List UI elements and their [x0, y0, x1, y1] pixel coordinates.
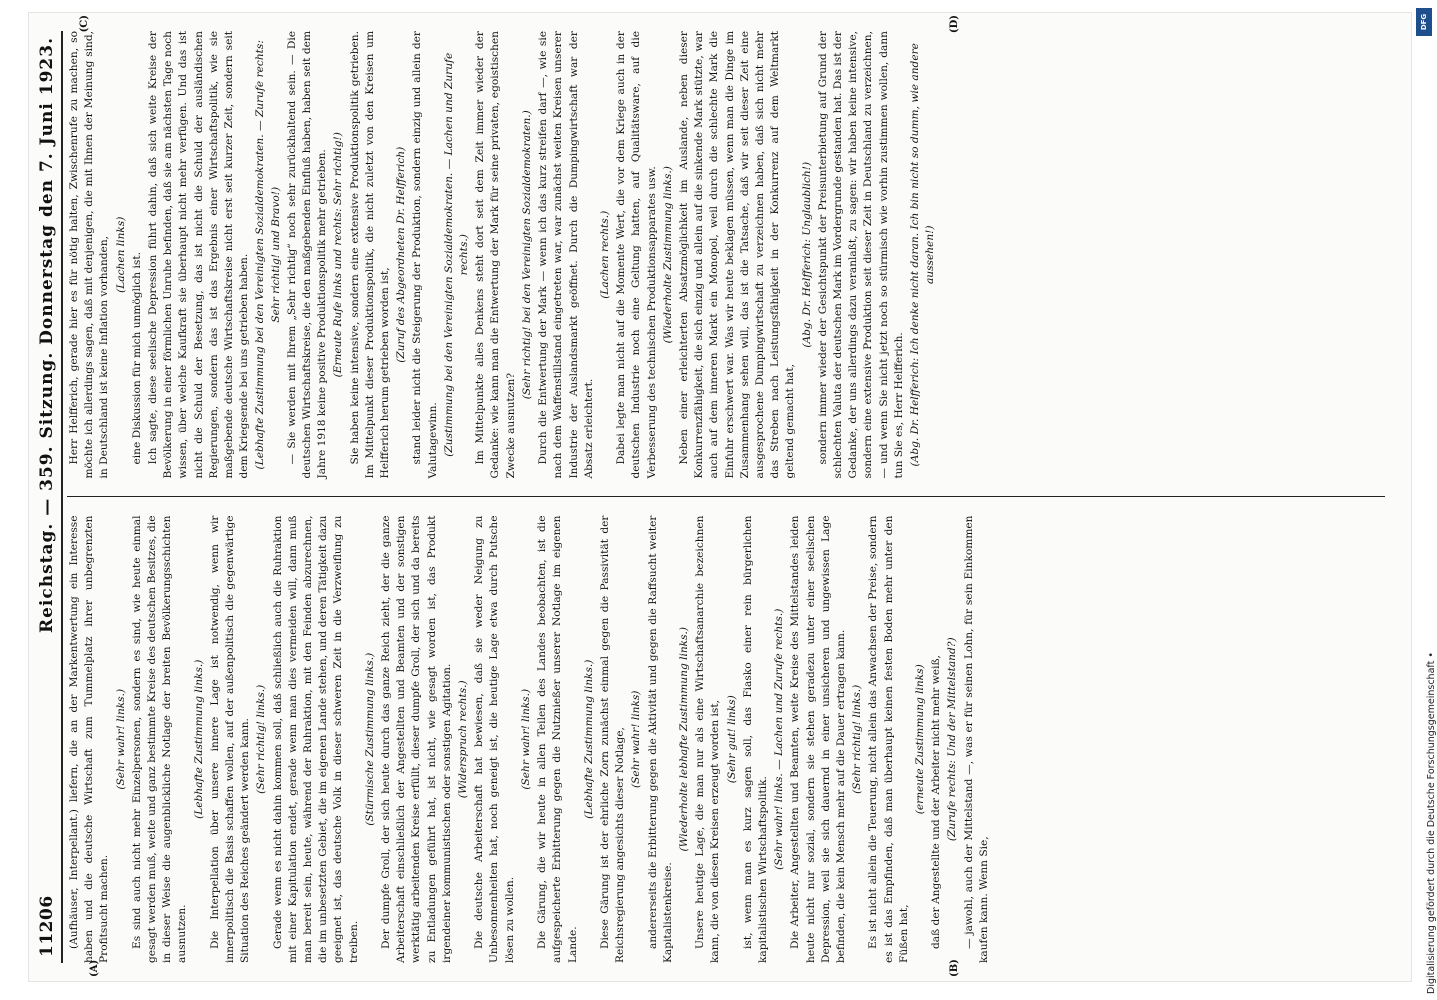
interjection: (Sehr wahr! links.) — [114, 688, 127, 790]
interjection: (Abg. Dr. Helfferich: Unglaublich!) — [800, 161, 813, 348]
paragraph: Sie haben keine intensive, sondern eine extensive Produktionspolitik getrieben. Im Mittelpunkt dieser Produktionspolitik, die nicht zuletzt von den Kreisen um Helfferich herum getrieben worden ist, — [348, 31, 392, 479]
interjection: (Widerspruch rechts.) — [457, 680, 470, 799]
paragraph: Im Mittelpunkte alles Denkens steht dort seit dem Zeit immer wieder der Gedanke: wie kann man die Entwertung der Mark für seine privaten, egoistischen Zwecke ausnutzen? — [474, 31, 517, 479]
rotated-page — [29, 13, 1411, 981]
interjection: (Sehr richtig! bei den Vereinigten Sozialdemokraten.) — [520, 110, 533, 400]
paragraph: Die Arbeiter, Angestellten und Beamten, weite Kreise des Mittelstandes leiden heute nicht nur sozial, sondern sie stehen geradezu unter einer seelischen Depression, weil sie sich dauernd in einer unsicheren und ungewissen Lage befinden, die kein Mensch mehr auf die Dauer ertragen kann. — [789, 515, 847, 963]
interjection: (Zuruf des Abgeordneten Dr. Helfferich) — [395, 146, 408, 363]
margin-marker-d: (D) — [949, 15, 960, 34]
interjection: (Sehr wahr! links) — [630, 690, 643, 788]
paragraph: Durch die Entwertung der Mark — wenn ich das kurz streifen darf —, wie sie nach dem Waffenstillstand eingetreten war, war zunächst weiten Kreisen unserer Industrie der Auslandsmarkt geöffnet. Durch die Dumpingwirtschaft war der Absatz erleichtert. — [537, 31, 595, 479]
paragraph: Die Gärung, die wir heute in allen Teilen des Landes beobachten, ist die aufgespeicherte Erbitterung gegen die Nutznießer unserer Notlage im eigenen Lande. — [536, 515, 579, 963]
interjection: (Stürmische Zustimmung links.) — [363, 652, 376, 826]
interjection: (Zustimmung bei den Vereinigten Sozialdemokraten. — Lachen und Zurufe rechts.) — [442, 52, 471, 457]
text-columns — [67, 15, 1385, 977]
left-column — [67, 515, 1385, 977]
paragraph: stand leider nicht die Steigerung der Produktion, sondern einzig und allein der Valutagewinn. — [411, 31, 439, 479]
interjection: (Lebhafte Zustimmung links.) — [192, 659, 205, 819]
interjection: (Zurufe rechts: Und der Mittelstand?) — [946, 637, 959, 842]
page-header — [35, 31, 63, 963]
paragraph: Ich sagte, diese seelische Depression führt dahin, daß sich weite Kreise der Bevölkerung in einer förmlichen Unruhe befinden, daß sie am nächsten Tage noch wissen, über welche Kaufkraft sie überhaupt nicht mehr verfügen. Und das ist nicht die Schuld der Besetzung, das ist nicht die Schuld der ausländischen Regierungen, sondern das ist das Ergebnis einer Wirtschaftspolitik, wie sie maßgebende deutsche Wirtschaftskreise nicht erst seit kurzer Zeit, sondern seit dem Kriegsende bei uns getrieben haben. — [147, 31, 251, 479]
paragraph: andererseits die Erbitterung gegen die Aktivität und gegen die Raffsucht weiter Kapitalistenkreise. — [646, 515, 674, 963]
interjection: (Abg. Dr. Helfferich: Ich denke nicht daran. Ich bin nicht so dumm, wie andere aussehen!) — [908, 43, 937, 467]
interjection: (erneute Zustimmung links) — [913, 664, 926, 815]
paragraph: daß der Angestellte und der Arbeiter nicht mehr weiß, — [930, 655, 943, 949]
paragraph: Dabei legte man nicht auf die Momente Wert, die vor dem Kriege auch in der deutschen Industrie noch eine Geltung hatten, auf Qualitätsware, auf die Verbesserung des technischen Produktionsapparates usw. — [615, 31, 658, 479]
paragraph: — jawohl, auch der Mittelstand —, was er für seinen Lohn, für sein Einkommen kaufen kann. Wenn Sie, — [962, 515, 990, 963]
dfg-logo-text: DFG — [1420, 13, 1428, 31]
interjection: (Lebhafte Zustimmung bei den Vereinigten Sozialdemokraten. — Zurufe rechts: Sehr richtig! und Bravo!) — [254, 40, 282, 470]
scanned-page — [28, 12, 1412, 982]
page-number: 11206 — [37, 895, 57, 957]
interjection: (Sehr richtig! links.) — [851, 684, 864, 794]
paragraph: Gerade wenn es nicht dahin kommen soll, daß schließlich auch die Ruhraktion mit einer Kapitulation endet, gerade wenn man dies vermeiden will, dann muß man bereit sein, heute, während der Ruhraktion, mit den Feinden abzurechnen, die im unbesetzten Gebiet, die im eigenen Lande stehen, und deren Tätigkeit dazu geeignet ist, das deutsche Volk in dieser schweren Zeit in die Verzweiflung zu treiben. — [271, 515, 360, 963]
interjection: (Lebhafte Zustimmung links.) — [582, 659, 595, 819]
column-divider — [67, 497, 1385, 498]
paragraph: (Aufhäuser, Interpellant.) liefern, die an der Markentwertung ein Interesse haben und die deutsche Wirtschaft zum Tummelplatz ihrer unbegrenzten Profitsucht machen. — [68, 515, 111, 963]
interjection: (Lachen rechts.) — [598, 210, 611, 299]
paragraph: Es sind auch nicht mehr Einzelpersonen, sondern es sind, wie heute einmal gesagt werden muß, weite und ganz bestimmte Kreise des deutschen Besitzes, die in dieser Weise die augenblickliche Notlage der breiten Bevölkerungsschichten ausnutzen. — [130, 515, 189, 963]
interjection: (Lachen links) — [114, 216, 127, 293]
paragraph: Neben einer erleichterten Absatzmöglichkeit im Auslande, neben dieser Konkurrenzfähigkeit, die sich einzig und allein auf die sinkende Mark stützte, war auch auf dem inneren Markt ein Monopol, weil durch die schlechte Mark die Einfuhr erschwert war. Was wir heute beklagen müssen, wenn man die Dinge im Zusammenhang sehen will, das ist die Tatsache, daß wir seit dieser Zeit eine ausgesprochene Dumpingwirtschaft zu verzeichnen haben, daß sich nicht mehr das Streben nach Leistungsfähigkeit in der Konkurrenz auf dem Weltmarkt geltend gemacht hat, — [677, 31, 797, 479]
interjection: (Sehr gut! links) — [725, 695, 738, 784]
interjection: (Sehr richtig! links.) — [255, 684, 268, 794]
interjection: (Wiederholte Zustimmung links.) — [661, 166, 674, 344]
paragraph: Unsere heutige Lage, die man nur als eine Wirtschaftsanarchie bezeichnen kann, die von diesen Kreisen erzeugt worden ist, — [694, 515, 722, 963]
paragraph: Herr Helfferich, gerade hier es für nötig halten, Zwischenrufe zu machen, so möchte ich allerdings sagen, daß mit denjenigen, die mit Ihnen der Meinung sind, in Deutschland ist keine Inflation vorhanden, — [68, 31, 111, 479]
paragraph: Es ist nicht allein die Teuerung, nicht allein das Anwachsen der Preise, sondern es ist das Empfinden, daß man überhaupt keinen festen Boden mehr unter den Füßen hat, — [867, 515, 910, 963]
margin-marker-a: (A) — [89, 959, 100, 977]
paragraph: Die deutsche Arbeiterschaft hat bewiesen, daß sie weder Neigung zu Unbesonnenheiten hat, noch geneigt ist, die heutige Lage etwa durch Putsche lösen zu wollen. — [473, 515, 516, 963]
paragraph: Der dumpfe Groll, der sich heute durch das ganze Reich zieht, der die ganze Arbeiterschaft einschließlich der Angestellten und Beamten und der sonstigen werktätig arbeitenden Kreise erfüllt, dieser dumpfe Groll, der sich und da bereits zu Entladungen geführt hat, ist nicht, wie gesagt worden ist, das Produkt irgendeiner kommunistischen oder sonstigen Agitation. — [380, 515, 453, 963]
interjection: (Sehr wahr! links. — Lachen und Zurufe rechts.) — [773, 608, 786, 870]
paragraph: eine Diskussion für mich unmöglich ist. — [130, 252, 143, 465]
right-column — [67, 15, 1385, 479]
paragraph: Diese Gärung ist der ehrliche Zorn zunächst einmal gegen die Passivität der Reichsregierung angesichts dieser Notlage, — [598, 515, 627, 963]
margin-marker-b: (B) — [949, 959, 960, 977]
paragraph: sondern immer wieder der Gesichtspunkt der Preisunterbietung auf Grund der schlechten Valuta der deutschen Mark im Vordergrunde gestanden hat. Das ist der Gedanke, der uns allerdings dazu veranlaßt, zu sagen: wir haben keine intensive, sondern eine extensive Produktion seit dieser Zeit in Deutschland zu verzeichnen, — und wenn Sie nicht jetzt noch so stürmisch wie vorhin zustimmen wollen, dann tun Sie es, Herr Helfferich. — [816, 31, 905, 479]
interjection: (Erneute Rufe links und rechts: Sehr richtig!) — [332, 132, 345, 378]
dfg-logo — [1416, 8, 1432, 36]
paragraph: ist, wenn man es kurz sagen soll, das Fiasko einer rein bürgerlichen kapitalistischen Wirtschaftspolitik. — [741, 515, 769, 963]
paragraph: Die Interpellation über unsere innere Lage ist notwendig, wenn wir innerpolitisch die Basis schaffen wollen, auf der außenpolitisch die gegenwärtige Situation des Reiches geändert werden kann. — [208, 515, 252, 963]
interjection: (Wiederholte lebhafte Zustimmung links.) — [677, 626, 690, 852]
running-title: Reichstag. — 359. Sitzung. Donnerstag den 7. Juni 1923. — [37, 37, 57, 634]
digitization-credit: Digitalisierung gefördert durch die Deutsche Forschungsgemeinschaft • — [1426, 652, 1437, 994]
paragraph: — Sie werden mit Ihrem „Sehr richtig“ noch sehr zurückhaltend sein. — Die deutschen Wirtschaftskreise, die den maßgebenden Einfluß haben, haben seit dem Jahre 1918 keine positive Produktionspolitik mehr getrieben. — [285, 31, 329, 479]
interjection: (Sehr wahr! links.) — [519, 688, 532, 790]
margin-marker-c: (C) — [79, 15, 90, 33]
